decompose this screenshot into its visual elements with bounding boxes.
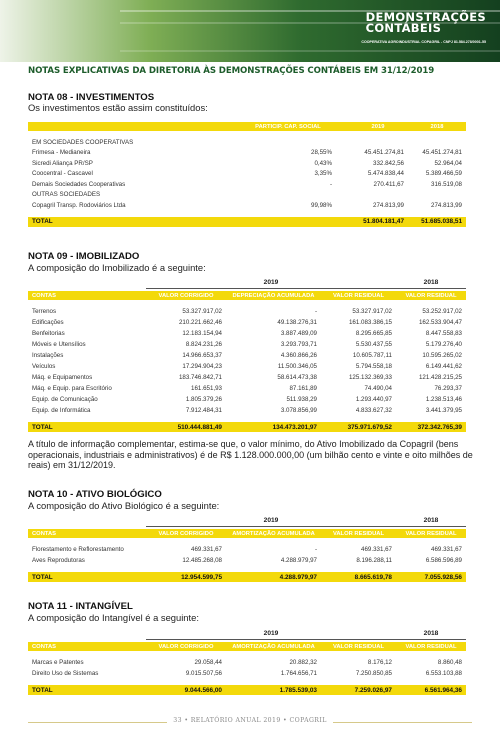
note10-description: A composição do Ativo Biológico é a seguinte: bbox=[28, 500, 220, 511]
cell-value: 29.058,44 bbox=[194, 659, 222, 666]
total-value: 6.561.964,36 bbox=[396, 685, 466, 695]
cell-value: 5.179.276,40 bbox=[425, 341, 462, 348]
cell-value: 1.805.379,26 bbox=[185, 396, 222, 403]
row-label: Direito Uso de Sistemas bbox=[32, 670, 99, 677]
cell-value: 8.176,12 bbox=[367, 659, 392, 666]
table-header-row bbox=[28, 291, 466, 300]
table-row bbox=[28, 394, 466, 405]
row-label: Frimesa - Medianeira bbox=[32, 149, 91, 157]
cell-value: 49.138.276,31 bbox=[277, 319, 317, 326]
cell-value: 9.015.507,56 bbox=[185, 670, 222, 677]
cell-value bbox=[348, 137, 408, 148]
table-row bbox=[28, 169, 466, 180]
table-row bbox=[28, 544, 466, 555]
table-row bbox=[28, 148, 466, 159]
table-row bbox=[28, 350, 466, 361]
row-label: Sicredi Aliança PR/SP bbox=[32, 159, 93, 167]
cell-value: 5.530.437,55 bbox=[355, 341, 392, 348]
total-value: 510.444.881,49 bbox=[146, 422, 226, 432]
cell-value: 316.519,08 bbox=[431, 180, 462, 188]
year-label: 2019 bbox=[146, 515, 396, 526]
note09-description: A composição do Imobilizado é a seguinte: bbox=[28, 262, 206, 273]
cell-value: 11.500.346,05 bbox=[277, 363, 317, 370]
cell-value: 76.293,37 bbox=[434, 385, 462, 392]
cell-value: 3.293.793,71 bbox=[280, 341, 317, 348]
cell-value: 53.327.917,02 bbox=[182, 308, 222, 315]
col-header: CONTAS bbox=[28, 642, 146, 651]
cell-value: 52.964,04 bbox=[434, 159, 462, 167]
cell-value: 8.295.665,85 bbox=[355, 330, 392, 337]
cell-value: 8.447.558,83 bbox=[425, 330, 462, 337]
cell-value: 74.490,04 bbox=[364, 385, 392, 392]
cell-value bbox=[408, 190, 466, 201]
cell-value: 161.083.386,15 bbox=[348, 319, 392, 326]
cell-value: 162.533.904,47 bbox=[418, 319, 462, 326]
col-header: VALOR RESIDUAL bbox=[321, 529, 396, 538]
total-label: TOTAL bbox=[28, 217, 228, 227]
col-header: AMORTIZAÇÃO ACUMULADA bbox=[226, 642, 321, 651]
cell-value: 3.887.489,09 bbox=[280, 330, 317, 337]
total-value: 12.954.599,75 bbox=[146, 572, 226, 582]
cell-value: 332.842,56 bbox=[373, 159, 404, 167]
cell-value: - bbox=[314, 546, 317, 553]
table-row bbox=[28, 158, 466, 169]
col-header: DEPRECIAÇÃO ACUMULADA bbox=[226, 291, 321, 300]
cell-value: 469.331,67 bbox=[431, 546, 462, 553]
col-header: 2018 bbox=[408, 122, 466, 131]
col-header: VALOR RESIDUAL bbox=[321, 642, 396, 651]
cell-value: 270.411,67 bbox=[373, 180, 404, 188]
col-header: VALOR RESIDUAL bbox=[396, 291, 466, 300]
cell-value: 8.860,48 bbox=[437, 659, 462, 666]
cell-value: 1.764.656,71 bbox=[280, 670, 317, 677]
col-header: VALOR RESIDUAL bbox=[396, 529, 466, 538]
fixed-assets-table bbox=[28, 277, 466, 432]
section-title-line2: CONTÁBEIS bbox=[365, 21, 442, 35]
cell-value: 469.331,67 bbox=[361, 546, 392, 553]
table-row bbox=[28, 405, 466, 416]
cell-value: 5.794.558,18 bbox=[355, 363, 392, 370]
cell-value: 7.912.484,31 bbox=[185, 407, 222, 414]
cell-value: 14.966.653,37 bbox=[182, 352, 222, 359]
cell-value: 53.252.917,02 bbox=[422, 308, 462, 315]
row-label: Copagril Transp. Rodoviários Ltda bbox=[32, 201, 126, 209]
row-label: Edificações bbox=[32, 319, 64, 326]
year-label: 2019 bbox=[146, 628, 396, 639]
cell-value: 183.746.842,71 bbox=[178, 374, 222, 381]
cell-value: 4.833.627,32 bbox=[355, 407, 392, 414]
cell-value: - bbox=[314, 308, 317, 315]
total-value: 1.785.539,03 bbox=[226, 685, 321, 695]
table-row bbox=[28, 555, 466, 566]
year-label: 2019 bbox=[146, 277, 396, 288]
investments-table bbox=[28, 122, 466, 227]
cell-value: 12.485.268,08 bbox=[182, 557, 222, 564]
section-title-line1: DEMONSTRAÇÕES bbox=[365, 10, 486, 24]
cell-value: 45.451.274,81 bbox=[422, 149, 462, 157]
col-header: VALOR RESIDUAL bbox=[321, 291, 396, 300]
cell-value: 1.293.440,97 bbox=[355, 396, 392, 403]
cell-value: 1.238.513,46 bbox=[425, 396, 462, 403]
table-row bbox=[28, 190, 466, 201]
table-row bbox=[28, 137, 466, 148]
table-row bbox=[28, 668, 466, 679]
row-label: Demais Sociedades Cooperativas bbox=[32, 180, 126, 188]
total-row bbox=[28, 422, 466, 432]
total-value: 51.804.181,47 bbox=[348, 217, 408, 227]
cell-value: 8.196.288,11 bbox=[356, 557, 392, 564]
row-label: Coocentral - Cascavel bbox=[32, 170, 93, 178]
total-value: 9.044.566,00 bbox=[146, 685, 226, 695]
year-header-row bbox=[28, 515, 466, 526]
table-row bbox=[28, 372, 466, 383]
table-row bbox=[28, 657, 466, 668]
cell-value: 125.132.369,33 bbox=[348, 374, 392, 381]
row-label: Móveis e Utensílios bbox=[32, 341, 86, 348]
cell-value: 12.183.154,94 bbox=[182, 330, 222, 337]
cell-value: 5.474.838,44 bbox=[367, 170, 404, 178]
row-label: Equip. de Informática bbox=[32, 407, 91, 414]
cell-value: 121.428.215,25 bbox=[418, 374, 462, 381]
cell-value: 3.441.379,95 bbox=[425, 407, 462, 414]
col-header: 2019 bbox=[348, 122, 408, 131]
cell-value bbox=[348, 190, 408, 201]
row-label: EM SOCIEDADES COOPERATIVAS bbox=[32, 138, 134, 146]
cell-value: 99,98% bbox=[311, 201, 332, 209]
table-row bbox=[28, 383, 466, 394]
total-label: TOTAL bbox=[28, 422, 146, 432]
cell-value: 20.882,32 bbox=[289, 659, 317, 666]
company-subtitle: COOPERATIVA AGROINDUSTRIAL COPAGRIL - CNPJ 81.584.278/0001-55 bbox=[361, 40, 486, 44]
cell-value: 6.586.596,89 bbox=[425, 557, 462, 564]
total-row bbox=[28, 572, 466, 582]
row-label: Terrenos bbox=[32, 308, 57, 315]
table-header-row bbox=[28, 529, 466, 538]
total-value: 375.971.679,52 bbox=[321, 422, 396, 432]
note08-title: NOTA 08 - INVESTIMENTOS bbox=[28, 92, 155, 103]
year-header-row bbox=[28, 628, 466, 639]
col-header: PARTICIP. CAP. SOCIAL bbox=[228, 122, 348, 131]
col-header: VALOR CORRIGIDO bbox=[146, 529, 226, 538]
footer-text: 33 • RELATÓRIO ANUAL 2019 • COPAGRIL bbox=[167, 717, 332, 724]
year-label: 2018 bbox=[396, 628, 466, 639]
cell-value: 161.651,93 bbox=[191, 385, 222, 392]
total-row bbox=[28, 217, 466, 227]
total-label: TOTAL bbox=[28, 685, 146, 695]
note09-title: NOTA 09 - IMOBILIZADO bbox=[28, 251, 140, 262]
cell-value bbox=[228, 137, 348, 148]
table-row bbox=[28, 306, 466, 317]
cell-value: 10.595.265,02 bbox=[422, 352, 462, 359]
col-header: VALOR RESIDUAL bbox=[396, 642, 466, 651]
total-value: 51.685.038,51 bbox=[408, 217, 466, 227]
cell-value: - bbox=[329, 180, 332, 188]
header-banner bbox=[0, 0, 500, 62]
cell-value: 3.078.856,99 bbox=[280, 407, 317, 414]
total-value: 8.665.619,78 bbox=[321, 572, 396, 582]
total-value: 372.342.765,39 bbox=[396, 422, 466, 432]
cell-value bbox=[408, 137, 466, 148]
table-row bbox=[28, 328, 466, 339]
row-label: Máq. e Equipamentos bbox=[32, 374, 93, 381]
table-row bbox=[28, 179, 466, 190]
total-label: TOTAL bbox=[28, 572, 146, 582]
cell-value: 5.389.466,59 bbox=[425, 170, 462, 178]
note08-description: Os investimentos estão assim constituídos: bbox=[28, 102, 208, 113]
cell-value: 45.451.274,81 bbox=[364, 149, 404, 157]
col-header: CONTAS bbox=[28, 529, 146, 538]
cell-value: 210.221.662,46 bbox=[178, 319, 222, 326]
col-header: VALOR CORRIGIDO bbox=[146, 642, 226, 651]
col-header: CONTAS bbox=[28, 291, 146, 300]
cell-value: 6.553.103,88 bbox=[425, 670, 462, 677]
cell-value: 4.360.866,26 bbox=[280, 352, 317, 359]
row-label: Florestamento e Reflorestamento bbox=[32, 546, 124, 553]
row-label: Veículos bbox=[32, 363, 56, 370]
row-label: Equip. de Comunicação bbox=[32, 396, 98, 403]
col-header: AMORTIZAÇÃO ACUMULADA bbox=[226, 529, 321, 538]
cell-value: 4.288.979,97 bbox=[280, 557, 317, 564]
cell-value: 0,43% bbox=[314, 159, 332, 167]
table-row bbox=[28, 361, 466, 372]
cell-value: 53.327.917,02 bbox=[352, 308, 392, 315]
cell-value: 511.938,29 bbox=[286, 396, 317, 403]
cell-value: 87.161,89 bbox=[289, 385, 317, 392]
total-value: 7.259.026,97 bbox=[321, 685, 396, 695]
cell-value: 3,35% bbox=[314, 170, 332, 178]
row-label: Benfeitorias bbox=[32, 330, 65, 337]
total-value: 134.473.201,97 bbox=[226, 422, 321, 432]
total-value: 7.055.928,56 bbox=[396, 572, 466, 582]
table-header-row bbox=[28, 122, 466, 131]
year-header-row bbox=[28, 277, 466, 288]
cell-value: 6.149.441,62 bbox=[425, 363, 462, 370]
total-value: 4.288.979,97 bbox=[226, 572, 321, 582]
page-footer bbox=[0, 716, 500, 730]
year-label: 2018 bbox=[396, 515, 466, 526]
row-label: Marcas e Patentes bbox=[32, 659, 84, 666]
cell-value: 58.614.473,38 bbox=[277, 374, 317, 381]
section-title bbox=[366, 12, 486, 34]
row-label: OUTRAS SOCIEDADES bbox=[32, 191, 101, 199]
cell-value bbox=[228, 190, 348, 201]
cell-value: 8.824.231,26 bbox=[185, 341, 222, 348]
col-header: VALOR CORRIGIDO bbox=[146, 291, 226, 300]
complementary-paragraph: A título de informação complementar, estima-se que, o valor mínimo, do Ativo Imobilizado da Copagril (bens operacionais, industriais e administrativos) é de R$ 1.128.000.000,00 (um bilhão cento e vinte e oito milhões de reais) em 31/12/2019. bbox=[28, 439, 473, 471]
note10-title: NOTA 10 - ATIVO BIOLÓGICO bbox=[28, 489, 162, 500]
cell-value: 10.605.787,11 bbox=[352, 352, 392, 359]
table-row bbox=[28, 339, 466, 350]
note11-description: A composição do Intangível é a seguinte: bbox=[28, 612, 199, 623]
row-label: Máq. e Equip. para Escritório bbox=[32, 385, 112, 392]
table-row bbox=[28, 317, 466, 328]
page-title: NOTAS EXPLICATIVAS DA DIRETORIA ÀS DEMONSTRAÇÕES CONTÁBEIS EM 31/12/2019 bbox=[28, 66, 435, 76]
year-label: 2018 bbox=[396, 277, 466, 288]
row-label: Aves Reprodutoras bbox=[32, 557, 85, 564]
cell-value: 274.813,99 bbox=[431, 201, 462, 209]
intangible-table bbox=[28, 628, 466, 695]
cell-value: 28,55% bbox=[311, 149, 332, 157]
col-header bbox=[28, 122, 228, 131]
table-row bbox=[28, 200, 466, 211]
total-row bbox=[28, 685, 466, 695]
table-header-row bbox=[28, 642, 466, 651]
cell-value: 7.250.850,85 bbox=[355, 670, 392, 677]
note11-title: NOTA 11 - INTANGÍVEL bbox=[28, 601, 133, 612]
cell-value: 274.813,99 bbox=[373, 201, 404, 209]
row-label: Instalações bbox=[32, 352, 64, 359]
cell-value: 469.331,67 bbox=[191, 546, 222, 553]
biological-assets-table bbox=[28, 515, 466, 582]
cell-value: 17.294.904,23 bbox=[182, 363, 222, 370]
total-value bbox=[228, 217, 348, 227]
